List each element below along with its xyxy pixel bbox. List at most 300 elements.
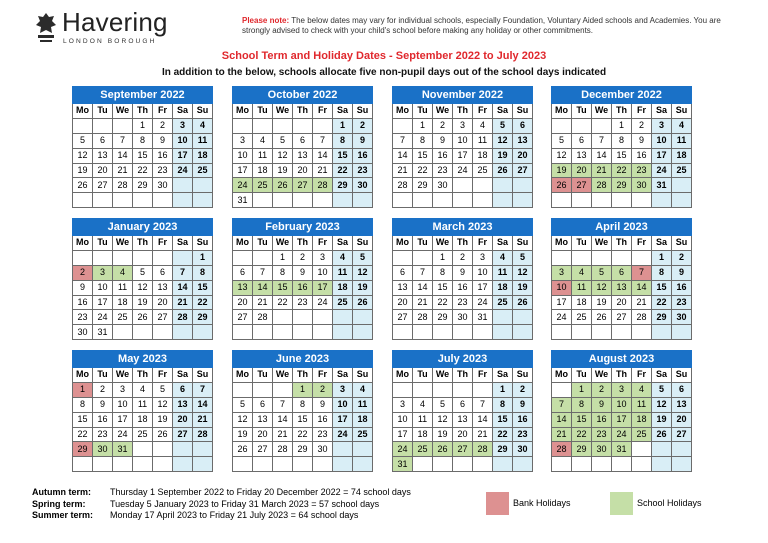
- term-text: Monday 17 April 2023 to Friday 21 July 2023 = 64 school days: [110, 510, 359, 520]
- empty-cell: [253, 457, 273, 472]
- day-cell: 27: [233, 310, 253, 325]
- day-cell: 6: [672, 382, 692, 397]
- day-cell: 24: [393, 442, 413, 457]
- day-cell: 13: [93, 148, 113, 163]
- empty-cell: [413, 457, 433, 472]
- day-cell: 3: [652, 118, 672, 133]
- empty-cell: [273, 310, 293, 325]
- day-name: Sa: [652, 368, 672, 383]
- day-name: Th: [453, 104, 473, 119]
- day-cell: 26: [592, 310, 612, 325]
- empty-cell: [333, 310, 353, 325]
- day-name: Su: [353, 104, 373, 119]
- empty-cell: [193, 178, 213, 193]
- day-cell: 11: [193, 133, 213, 148]
- day-name: Fr: [153, 104, 173, 119]
- day-cell: 28: [253, 310, 273, 325]
- day-cell: 5: [233, 397, 253, 412]
- day-cell: 13: [233, 280, 253, 295]
- day-cell: 19: [493, 148, 513, 163]
- day-cell: 29: [193, 310, 213, 325]
- day-cell: 20: [453, 427, 473, 442]
- day-cell: 1: [333, 118, 353, 133]
- day-cell: 8: [652, 265, 672, 280]
- day-cell: 4: [413, 397, 433, 412]
- day-cell: 1: [133, 118, 153, 133]
- day-name: Mo: [73, 104, 93, 119]
- day-cell: 27: [293, 178, 313, 193]
- empty-cell: [552, 325, 572, 340]
- day-cell: 3: [233, 133, 253, 148]
- day-cell: 29: [133, 178, 153, 193]
- day-cell: 26: [153, 427, 173, 442]
- empty-cell: [173, 325, 193, 340]
- empty-cell: [133, 442, 153, 457]
- day-cell: 9: [73, 280, 93, 295]
- empty-cell: [273, 382, 293, 397]
- day-cell: 5: [133, 265, 153, 280]
- day-cell: 17: [453, 148, 473, 163]
- empty-cell: [552, 118, 572, 133]
- day-cell: 13: [293, 148, 313, 163]
- day-cell: 28: [173, 310, 193, 325]
- day-cell: 23: [433, 163, 453, 178]
- empty-cell: [293, 325, 313, 340]
- empty-cell: [552, 457, 572, 472]
- day-cell: 5: [273, 133, 293, 148]
- term-summary: [32, 487, 411, 522]
- day-cell: 26: [493, 163, 513, 178]
- day-cell: 20: [393, 295, 413, 310]
- day-cell: 26: [652, 427, 672, 442]
- empty-cell: [393, 250, 413, 265]
- empty-cell: [493, 193, 513, 208]
- empty-cell: [153, 250, 173, 265]
- day-cell: 30: [632, 178, 652, 193]
- day-cell: 31: [93, 325, 113, 340]
- day-cell: 10: [552, 280, 572, 295]
- day-cell: 4: [632, 382, 652, 397]
- day-cell: 29: [433, 310, 453, 325]
- day-cell: 7: [173, 265, 193, 280]
- day-cell: 12: [592, 280, 612, 295]
- day-cell: 27: [612, 310, 632, 325]
- day-name: We: [273, 236, 293, 251]
- empty-cell: [672, 193, 692, 208]
- day-cell: 27: [93, 178, 113, 193]
- day-name: Mo: [73, 368, 93, 383]
- empty-cell: [133, 457, 153, 472]
- day-name: Sa: [173, 236, 193, 251]
- day-cell: 18: [133, 412, 153, 427]
- day-name: We: [592, 236, 612, 251]
- empty-cell: [193, 193, 213, 208]
- empty-cell: [632, 442, 652, 457]
- day-cell: 15: [493, 412, 513, 427]
- day-cell: 27: [453, 442, 473, 457]
- month-calendar: [232, 86, 373, 208]
- term-text: Tuesday 5 January 2023 to Friday 31 March 2023 = 57 school days: [110, 498, 380, 509]
- month-title: June 2023: [233, 351, 373, 368]
- day-cell: 2: [93, 382, 113, 397]
- empty-cell: [273, 118, 293, 133]
- day-cell: 12: [273, 148, 293, 163]
- empty-cell: [133, 193, 153, 208]
- day-cell: 26: [513, 295, 533, 310]
- day-name: Tu: [253, 236, 273, 251]
- day-cell: 6: [173, 382, 193, 397]
- day-cell: 12: [433, 412, 453, 427]
- day-cell: 15: [333, 148, 353, 163]
- day-cell: 30: [433, 178, 453, 193]
- day-cell: 22: [133, 163, 153, 178]
- empty-cell: [293, 457, 313, 472]
- day-cell: 4: [253, 133, 273, 148]
- day-name: Th: [612, 104, 632, 119]
- day-name: Mo: [552, 104, 572, 119]
- empty-cell: [153, 193, 173, 208]
- day-cell: 11: [493, 265, 513, 280]
- day-name: Sa: [333, 104, 353, 119]
- empty-cell: [513, 457, 533, 472]
- empty-cell: [592, 118, 612, 133]
- day-cell: 22: [612, 163, 632, 178]
- day-cell: 21: [173, 295, 193, 310]
- empty-cell: [572, 325, 592, 340]
- empty-cell: [113, 457, 133, 472]
- day-name: Mo: [393, 236, 413, 251]
- day-cell: 24: [453, 163, 473, 178]
- empty-cell: [113, 118, 133, 133]
- day-name: We: [113, 368, 133, 383]
- empty-cell: [293, 310, 313, 325]
- day-cell: 9: [293, 265, 313, 280]
- day-cell: 20: [513, 148, 533, 163]
- day-name: Th: [293, 104, 313, 119]
- day-cell: 17: [173, 148, 193, 163]
- day-cell: 24: [93, 310, 113, 325]
- day-cell: 3: [453, 118, 473, 133]
- day-name: Su: [353, 236, 373, 251]
- day-cell: 18: [572, 295, 592, 310]
- empty-cell: [93, 457, 113, 472]
- day-name: We: [273, 104, 293, 119]
- day-cell: 24: [652, 163, 672, 178]
- day-cell: 11: [253, 148, 273, 163]
- empty-cell: [473, 193, 493, 208]
- empty-cell: [493, 178, 513, 193]
- day-cell: 2: [672, 250, 692, 265]
- day-cell: 4: [672, 118, 692, 133]
- day-cell: 18: [493, 280, 513, 295]
- day-cell: 2: [353, 118, 373, 133]
- day-cell: 8: [413, 133, 433, 148]
- day-cell: 23: [672, 295, 692, 310]
- month-title: February 2023: [233, 219, 373, 236]
- day-cell: 21: [632, 295, 652, 310]
- empty-cell: [333, 325, 353, 340]
- day-cell: 24: [113, 427, 133, 442]
- day-cell: 6: [253, 397, 273, 412]
- day-cell: 30: [153, 178, 173, 193]
- month-calendar: [72, 350, 213, 472]
- empty-cell: [93, 193, 113, 208]
- logo-name: Havering: [62, 7, 168, 37]
- empty-cell: [193, 442, 213, 457]
- day-cell: 9: [513, 397, 533, 412]
- day-name: Sa: [493, 236, 513, 251]
- day-name: Tu: [572, 104, 592, 119]
- month-calendar: [551, 218, 692, 340]
- day-cell: 24: [173, 163, 193, 178]
- day-cell: 8: [333, 133, 353, 148]
- day-cell: 5: [552, 133, 572, 148]
- day-name: Mo: [233, 368, 253, 383]
- day-cell: 10: [453, 133, 473, 148]
- day-cell: 5: [433, 397, 453, 412]
- day-name: Sa: [333, 236, 353, 251]
- day-cell: 15: [433, 280, 453, 295]
- day-cell: 2: [73, 265, 93, 280]
- empty-cell: [333, 457, 353, 472]
- day-cell: 7: [592, 133, 612, 148]
- empty-cell: [433, 457, 453, 472]
- empty-cell: [353, 442, 373, 457]
- day-name: Fr: [473, 368, 493, 383]
- empty-cell: [393, 325, 413, 340]
- empty-cell: [313, 457, 333, 472]
- day-cell: 14: [632, 280, 652, 295]
- day-cell: 26: [353, 295, 373, 310]
- empty-cell: [413, 382, 433, 397]
- day-cell: 25: [113, 310, 133, 325]
- empty-cell: [353, 193, 373, 208]
- day-cell: 8: [193, 265, 213, 280]
- day-cell: 28: [592, 178, 612, 193]
- day-cell: 9: [592, 397, 612, 412]
- day-cell: 6: [572, 133, 592, 148]
- month-calendar: [551, 86, 692, 208]
- day-cell: 19: [513, 280, 533, 295]
- day-name: Tu: [93, 368, 113, 383]
- day-cell: 28: [313, 178, 333, 193]
- day-cell: 8: [493, 397, 513, 412]
- empty-cell: [413, 193, 433, 208]
- day-cell: 11: [113, 280, 133, 295]
- day-cell: 2: [513, 382, 533, 397]
- day-cell: 23: [153, 163, 173, 178]
- day-cell: 1: [612, 118, 632, 133]
- month-title: January 2023: [73, 219, 213, 236]
- day-cell: 28: [552, 442, 572, 457]
- day-cell: 16: [632, 148, 652, 163]
- day-cell: 28: [193, 427, 213, 442]
- empty-cell: [313, 310, 333, 325]
- empty-cell: [253, 118, 273, 133]
- day-cell: 29: [652, 310, 672, 325]
- day-name: Th: [453, 236, 473, 251]
- day-cell: 14: [313, 148, 333, 163]
- day-cell: 29: [413, 178, 433, 193]
- empty-cell: [253, 193, 273, 208]
- empty-cell: [153, 325, 173, 340]
- day-cell: 1: [193, 250, 213, 265]
- empty-cell: [592, 193, 612, 208]
- day-name: Mo: [552, 368, 572, 383]
- empty-cell: [393, 118, 413, 133]
- day-cell: 16: [513, 412, 533, 427]
- day-cell: 25: [672, 163, 692, 178]
- day-cell: 12: [652, 397, 672, 412]
- day-cell: 28: [393, 178, 413, 193]
- empty-cell: [113, 325, 133, 340]
- empty-cell: [73, 250, 93, 265]
- empty-cell: [73, 118, 93, 133]
- day-cell: 6: [393, 265, 413, 280]
- day-cell: 3: [93, 265, 113, 280]
- day-cell: 22: [333, 163, 353, 178]
- day-cell: 18: [413, 427, 433, 442]
- day-name: Tu: [253, 104, 273, 119]
- day-cell: 7: [273, 397, 293, 412]
- day-cell: 13: [612, 280, 632, 295]
- day-cell: 12: [353, 265, 373, 280]
- empty-cell: [293, 118, 313, 133]
- month-title: November 2022: [393, 87, 533, 104]
- empty-cell: [253, 325, 273, 340]
- day-name: Th: [612, 368, 632, 383]
- empty-cell: [133, 325, 153, 340]
- day-cell: 12: [153, 397, 173, 412]
- empty-cell: [672, 442, 692, 457]
- havering-logo: [34, 9, 194, 47]
- empty-cell: [592, 250, 612, 265]
- day-name: Su: [513, 104, 533, 119]
- day-cell: 17: [313, 280, 333, 295]
- day-cell: 10: [93, 280, 113, 295]
- empty-cell: [293, 193, 313, 208]
- day-cell: 16: [73, 295, 93, 310]
- day-cell: 23: [632, 163, 652, 178]
- day-cell: 13: [393, 280, 413, 295]
- day-cell: 1: [413, 118, 433, 133]
- day-cell: 21: [273, 427, 293, 442]
- day-cell: 25: [473, 163, 493, 178]
- note-label: Please note:: [242, 16, 290, 25]
- day-name: We: [113, 236, 133, 251]
- day-cell: 3: [473, 250, 493, 265]
- empty-cell: [353, 325, 373, 340]
- empty-cell: [113, 193, 133, 208]
- day-cell: 12: [493, 133, 513, 148]
- day-cell: 29: [493, 442, 513, 457]
- day-cell: 22: [572, 427, 592, 442]
- day-name: Mo: [552, 236, 572, 251]
- month-calendar: [232, 350, 373, 472]
- crest-icon: [34, 11, 58, 45]
- term-label: Summer term:: [32, 510, 94, 520]
- day-cell: 9: [453, 265, 473, 280]
- day-cell: 14: [273, 412, 293, 427]
- day-cell: 25: [632, 427, 652, 442]
- day-name: Su: [672, 368, 692, 383]
- day-cell: 20: [572, 163, 592, 178]
- day-name: We: [273, 368, 293, 383]
- day-cell: 17: [652, 148, 672, 163]
- day-cell: 18: [193, 148, 213, 163]
- day-cell: 30: [453, 310, 473, 325]
- day-cell: 20: [672, 412, 692, 427]
- day-cell: 13: [153, 280, 173, 295]
- day-name: Fr: [473, 104, 493, 119]
- empty-cell: [572, 193, 592, 208]
- empty-cell: [233, 325, 253, 340]
- day-cell: 28: [113, 178, 133, 193]
- empty-cell: [552, 250, 572, 265]
- day-cell: 25: [133, 427, 153, 442]
- empty-cell: [313, 118, 333, 133]
- day-name: Tu: [93, 236, 113, 251]
- day-cell: 15: [73, 412, 93, 427]
- empty-cell: [672, 178, 692, 193]
- day-cell: 13: [253, 412, 273, 427]
- day-cell: 22: [413, 163, 433, 178]
- month-calendar: [392, 350, 533, 472]
- day-cell: 1: [433, 250, 453, 265]
- empty-cell: [433, 325, 453, 340]
- empty-cell: [173, 250, 193, 265]
- month-calendar: [72, 86, 213, 208]
- day-cell: 31: [393, 457, 413, 472]
- day-cell: 29: [333, 178, 353, 193]
- day-cell: 16: [433, 148, 453, 163]
- empty-cell: [672, 325, 692, 340]
- term-label: Autumn term:: [32, 487, 91, 497]
- empty-cell: [133, 250, 153, 265]
- empty-cell: [113, 250, 133, 265]
- empty-cell: [453, 325, 473, 340]
- day-cell: 11: [473, 133, 493, 148]
- empty-cell: [353, 457, 373, 472]
- term-text: Thursday 1 September 2022 to Friday 20 December 2022 = 74 school days: [110, 487, 411, 497]
- empty-cell: [652, 457, 672, 472]
- day-cell: 3: [313, 250, 333, 265]
- day-name: Su: [672, 236, 692, 251]
- day-cell: 25: [353, 427, 373, 442]
- day-name: Th: [453, 368, 473, 383]
- day-cell: 15: [193, 280, 213, 295]
- empty-cell: [233, 118, 253, 133]
- empty-cell: [353, 310, 373, 325]
- day-cell: 19: [652, 412, 672, 427]
- day-cell: 22: [273, 295, 293, 310]
- day-cell: 2: [592, 382, 612, 397]
- empty-cell: [153, 442, 173, 457]
- empty-cell: [313, 325, 333, 340]
- term-summer: [32, 510, 411, 522]
- day-name: Sa: [493, 368, 513, 383]
- day-cell: 24: [612, 427, 632, 442]
- day-cell: 22: [433, 295, 453, 310]
- day-name: Mo: [233, 236, 253, 251]
- day-cell: 4: [193, 118, 213, 133]
- day-name: Tu: [413, 236, 433, 251]
- day-cell: 20: [93, 163, 113, 178]
- day-name: Su: [353, 368, 373, 383]
- day-cell: 5: [153, 382, 173, 397]
- day-cell: 31: [652, 178, 672, 193]
- day-cell: 24: [333, 427, 353, 442]
